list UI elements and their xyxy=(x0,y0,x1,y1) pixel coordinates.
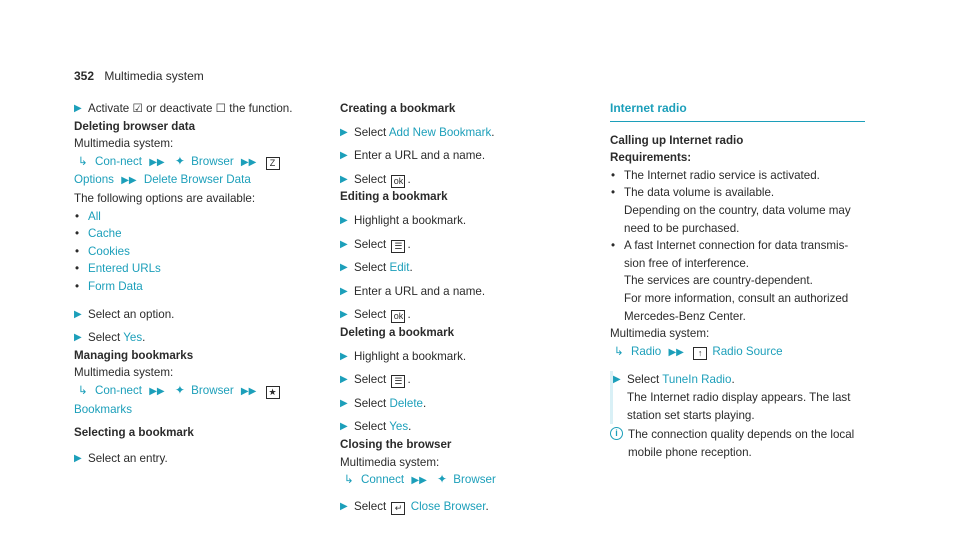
step-select-edit: ▶ Select Edit. xyxy=(340,259,590,277)
step-arrow-icon: ▶ xyxy=(340,285,348,297)
path-browser[interactable]: Browser xyxy=(191,383,234,397)
step-arrow-icon: ▶ xyxy=(340,150,348,162)
step-select-delete: ▶ Select Delete. xyxy=(340,395,590,413)
info-note: i The connection quality depends on the local mobile phone reception. xyxy=(610,426,865,461)
step-arrow-icon: ▶ xyxy=(340,309,348,321)
tunein-radio-link[interactable]: TuneIn Radio xyxy=(662,373,732,387)
step-arrow-icon: ▶ xyxy=(613,374,621,386)
menu-icon: ☰ xyxy=(391,240,405,253)
step-arrow-icon: ▶ xyxy=(340,238,348,250)
heading-closing-browser: Closing the browser xyxy=(340,437,452,451)
menu-path-close-browser xyxy=(340,471,590,490)
step-select-tunein: ▶ Select TuneIn Radio. The Internet radio display appears. The last station set starts playing. xyxy=(610,371,865,424)
requirement-2-note: Depending on the country, data volume may need to be purchased. xyxy=(624,203,851,235)
close-browser-icon: ↵ xyxy=(391,502,405,515)
edit-link[interactable]: Edit xyxy=(389,261,410,275)
delete-link[interactable]: Delete xyxy=(389,396,423,410)
step-highlight: ▶ Highlight a bookmark. xyxy=(340,212,590,230)
options-icon: Z xyxy=(266,157,280,170)
section-title: Internet radio xyxy=(610,100,865,122)
menu-path-bookmarks xyxy=(74,382,324,418)
step-arrow-icon: ▶ xyxy=(340,421,348,433)
requirements-label: Requirements: xyxy=(610,151,692,165)
browser-icon: ✦ xyxy=(174,153,185,168)
column-1 xyxy=(74,100,324,467)
path-browser[interactable]: Browser xyxy=(191,154,234,168)
yes-link[interactable]: Yes xyxy=(123,331,143,345)
heading-calling-internet-radio: Calling up Internet radio xyxy=(610,133,744,147)
step-select-ok: ▶ Select ok . xyxy=(340,171,590,189)
menu-path-radio xyxy=(610,343,865,362)
double-chevron-icon: ▶▶ xyxy=(240,156,257,168)
ok-icon: ok xyxy=(391,310,405,323)
heading-creating-bookmark: Creating a bookmark xyxy=(340,102,456,115)
option-entered-urls[interactable]: • Entered URLs xyxy=(74,260,324,278)
double-chevron-icon: ▶▶ xyxy=(668,346,684,358)
double-chevron-icon: ▶▶ xyxy=(121,175,137,187)
requirement-1: • The Internet radio service is activated. xyxy=(610,167,865,185)
menu-path-delete-data xyxy=(74,153,324,190)
browser-icon: ✦ xyxy=(174,382,185,397)
step-select-yes: ▶ Select Yes. xyxy=(74,329,324,347)
multimedia-system-label: Multimedia system: xyxy=(74,137,174,151)
step-arrow-icon: ▶ xyxy=(74,103,82,114)
option-form-data[interactable]: • Form Data xyxy=(74,278,324,296)
heading-deleting-browser-data: Deleting browser data xyxy=(74,119,196,133)
step-select-menu: ▶ Select ☰ . xyxy=(340,371,590,389)
path-bookmarks[interactable]: Bookmarks xyxy=(74,402,132,416)
step-arrow-icon: ▶ xyxy=(340,214,348,226)
page-header xyxy=(74,69,204,83)
step-arrow-icon: ▶ xyxy=(340,397,348,409)
heading-selecting-bookmark: Selecting a bookmark xyxy=(74,426,194,440)
step-enter-url: ▶ Enter a URL and a name. xyxy=(340,147,590,165)
requirement-3-note-1: The services are country-dependent. xyxy=(624,274,813,288)
ok-icon: ok xyxy=(391,175,405,188)
path-delete-browser-data[interactable]: Delete Browser Data xyxy=(143,173,251,187)
column-2 xyxy=(340,100,590,515)
step-arrow-icon: ▶ xyxy=(340,374,348,386)
path-browser[interactable]: Browser xyxy=(453,473,496,487)
requirement-3-note-2: For more information, consult an authorized Mercedes-Benz Center. xyxy=(624,291,849,323)
tunein-description: The Internet radio display appears. The last station set starts playing. xyxy=(627,390,851,422)
step-arrow-icon: ▶ xyxy=(74,308,82,320)
hook-arrow-icon: ↳ xyxy=(344,473,354,487)
option-all[interactable]: • All xyxy=(74,208,324,226)
step-select-entry: ▶ Select an entry. xyxy=(74,450,324,468)
step-activate: ▶ Activate ☑ or deactivate ☐ the function. xyxy=(74,100,324,118)
step-select-ok: ▶ Select ok . xyxy=(340,306,590,324)
hook-arrow-icon: ↳ xyxy=(78,154,88,168)
step-highlight: ▶ Highlight a bookmark. xyxy=(340,348,590,366)
step-arrow-icon: ▶ xyxy=(340,350,348,362)
double-chevron-icon: ▶▶ xyxy=(149,385,165,397)
star-icon: ★ xyxy=(266,386,280,399)
requirement-2: • The data volume is available. xyxy=(610,184,865,202)
step-arrow-icon: ▶ xyxy=(74,452,82,464)
step-close-browser: ▶ Select ↵ Close Browser. xyxy=(340,498,590,516)
close-browser-link[interactable]: Close Browser xyxy=(410,499,486,513)
yes-link[interactable]: Yes xyxy=(389,420,409,434)
page-number: 352 xyxy=(74,69,95,83)
path-connect[interactable]: Connect xyxy=(360,473,405,487)
column-3 xyxy=(610,100,865,461)
heading-editing-bookmark: Editing a bookmark xyxy=(340,190,448,204)
options-intro: The following options are available: xyxy=(74,191,256,205)
multimedia-system-label: Multimedia system: xyxy=(74,366,174,380)
step-arrow-icon: ▶ xyxy=(340,126,348,138)
menu-icon: ☰ xyxy=(391,375,405,388)
option-cookies[interactable]: • Cookies xyxy=(74,243,324,261)
multimedia-system-label: Multimedia system: xyxy=(610,327,710,341)
step-enter-url: ▶ Enter a URL and a name. xyxy=(340,283,590,301)
step-select-yes: ▶ Select Yes. xyxy=(340,418,590,436)
browser-icon: ✦ xyxy=(437,472,448,487)
add-new-bookmark-link[interactable]: Add New Bookmark xyxy=(388,125,492,139)
heading-managing-bookmarks: Managing bookmarks xyxy=(74,348,194,362)
multimedia-system-label: Multimedia system: xyxy=(340,455,440,469)
step-arrow-icon: ▶ xyxy=(74,332,82,344)
double-chevron-icon: ▶▶ xyxy=(240,385,257,397)
header-title: Multimedia system xyxy=(104,69,204,83)
heading-deleting-bookmark: Deleting a bookmark xyxy=(340,325,455,339)
step-arrow-icon: ▶ xyxy=(340,500,348,512)
double-chevron-icon: ▶▶ xyxy=(411,475,427,487)
step-arrow-icon: ▶ xyxy=(340,173,348,185)
step-add-new-bookmark: ▶ Select Add New Bookmark. xyxy=(340,124,590,142)
path-radio-source[interactable]: Radio Source xyxy=(712,344,783,358)
hook-arrow-icon: ↳ xyxy=(78,383,88,397)
path-radio[interactable]: Radio xyxy=(630,344,662,358)
step-select-option: ▶ Select an option. xyxy=(74,306,324,324)
double-chevron-icon: ▶▶ xyxy=(149,156,165,168)
step-arrow-icon: ▶ xyxy=(340,262,348,274)
path-options[interactable]: Options xyxy=(74,173,114,187)
step-select-menu: ▶ Select ☰ . xyxy=(340,236,590,254)
path-connect[interactable]: Con-nect xyxy=(94,154,142,168)
hook-arrow-icon: ↳ xyxy=(614,344,624,358)
radio-source-icon: ↑ xyxy=(693,347,707,360)
requirement-3: • A fast Internet connection for data transmis-sion free of interference. xyxy=(610,237,865,272)
option-cache[interactable]: • Cache xyxy=(74,225,324,243)
path-connect[interactable]: Con-nect xyxy=(94,383,142,397)
info-icon: i xyxy=(610,427,623,440)
